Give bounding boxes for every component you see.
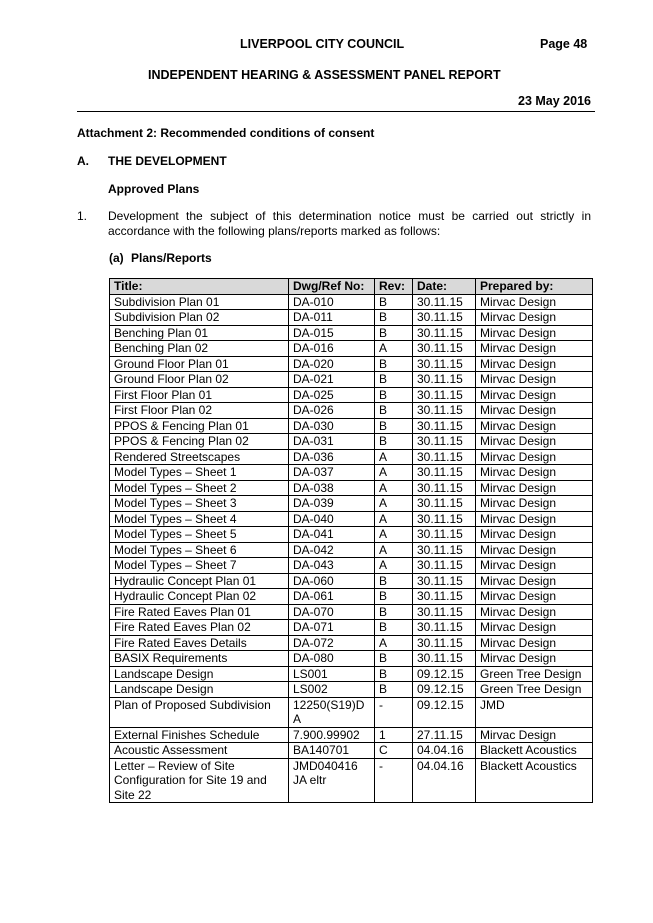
- cell-title: Model Types – Sheet 1: [110, 465, 289, 481]
- cell-ref: DA-020: [289, 356, 375, 372]
- cell-prepared-by: Mirvac Design: [476, 449, 593, 465]
- table-row: [110, 325, 593, 341]
- cell-title: Plan of Proposed Subdivision: [110, 697, 289, 727]
- cell-ref: DA-011: [289, 310, 375, 326]
- table-row: [110, 527, 593, 543]
- cell-ref: DA-026: [289, 403, 375, 419]
- cell-prepared-by: Mirvac Design: [476, 418, 593, 434]
- cell-rev: C: [375, 743, 413, 759]
- report-title: INDEPENDENT HEARING & ASSESSMENT PANEL REPORT: [148, 68, 501, 82]
- table-row: [110, 356, 593, 372]
- cell-rev: A: [375, 527, 413, 543]
- cell-rev: -: [375, 758, 413, 803]
- cell-rev: A: [375, 465, 413, 481]
- cell-prepared-by: Mirvac Design: [476, 589, 593, 605]
- cell-ref: DA-080: [289, 651, 375, 667]
- cell-rev: A: [375, 542, 413, 558]
- cell-rev: B: [375, 310, 413, 326]
- cell-date: 30.11.15: [413, 449, 476, 465]
- cell-title: Model Types – Sheet 4: [110, 511, 289, 527]
- table-row: [110, 743, 593, 759]
- cell-date: 30.11.15: [413, 480, 476, 496]
- col-header-title: Title:: [110, 279, 289, 295]
- cell-ref: DA-039: [289, 496, 375, 512]
- cell-ref: 7.900.99902: [289, 727, 375, 743]
- cell-date: 30.11.15: [413, 542, 476, 558]
- sub-item-label: (a): [109, 251, 124, 265]
- cell-prepared-by: Green Tree Design: [476, 666, 593, 682]
- cell-title: First Floor Plan 01: [110, 387, 289, 403]
- cell-ref: DA-061: [289, 589, 375, 605]
- cell-rev: A: [375, 511, 413, 527]
- cell-title: External Finishes Schedule: [110, 727, 289, 743]
- cell-rev: B: [375, 620, 413, 636]
- cell-prepared-by: Mirvac Design: [476, 573, 593, 589]
- cell-rev: B: [375, 604, 413, 620]
- cell-rev: B: [375, 589, 413, 605]
- cell-title: Ground Floor Plan 01: [110, 356, 289, 372]
- cell-title: Letter – Review of Site Configuration for Site 19 and Site 22: [110, 758, 289, 803]
- col-header-rev: Rev:: [375, 279, 413, 295]
- table-row: [110, 496, 593, 512]
- cell-date: 30.11.15: [413, 325, 476, 341]
- cell-rev: B: [375, 434, 413, 450]
- condition-text-line2: accordance with the following plans/reports marked as follows:: [108, 224, 441, 238]
- cell-prepared-by: Mirvac Design: [476, 651, 593, 667]
- cell-prepared-by: Mirvac Design: [476, 325, 593, 341]
- cell-title: Hydraulic Concept Plan 02: [110, 589, 289, 605]
- cell-prepared-by: Mirvac Design: [476, 558, 593, 574]
- cell-ref: JMD040416 JA eltr: [289, 758, 375, 803]
- cell-prepared-by: Mirvac Design: [476, 341, 593, 357]
- cell-date: 30.11.15: [413, 387, 476, 403]
- cell-date: 30.11.15: [413, 372, 476, 388]
- table-row: [110, 558, 593, 574]
- cell-date: 09.12.15: [413, 697, 476, 727]
- header-divider: [77, 111, 595, 112]
- cell-date: 30.11.15: [413, 651, 476, 667]
- cell-date: 30.11.15: [413, 294, 476, 310]
- cell-date: 04.04.16: [413, 758, 476, 803]
- cell-date: 30.11.15: [413, 527, 476, 543]
- cell-date: 30.11.15: [413, 589, 476, 605]
- table-row: [110, 310, 593, 326]
- cell-ref: DA-030: [289, 418, 375, 434]
- table-row: [110, 372, 593, 388]
- cell-rev: -: [375, 697, 413, 727]
- cell-ref: DA-037: [289, 465, 375, 481]
- table-row: [110, 604, 593, 620]
- cell-ref: LS002: [289, 682, 375, 698]
- cell-title: BASIX Requirements: [110, 651, 289, 667]
- cell-title: Landscape Design: [110, 682, 289, 698]
- cell-rev: B: [375, 387, 413, 403]
- table-row: [110, 511, 593, 527]
- cell-title: Subdivision Plan 01: [110, 294, 289, 310]
- cell-rev: A: [375, 341, 413, 357]
- table-row: [110, 387, 593, 403]
- cell-rev: A: [375, 635, 413, 651]
- cell-date: 09.12.15: [413, 666, 476, 682]
- cell-prepared-by: Mirvac Design: [476, 496, 593, 512]
- cell-ref: DA-070: [289, 604, 375, 620]
- cell-date: 30.11.15: [413, 434, 476, 450]
- table-row: [110, 573, 593, 589]
- cell-date: 30.11.15: [413, 341, 476, 357]
- cell-title: Rendered Streetscapes: [110, 449, 289, 465]
- cell-ref: DA-043: [289, 558, 375, 574]
- cell-ref: BA140701: [289, 743, 375, 759]
- cell-title: PPOS & Fencing Plan 01: [110, 418, 289, 434]
- cell-title: Subdivision Plan 02: [110, 310, 289, 326]
- cell-title: First Floor Plan 02: [110, 403, 289, 419]
- cell-prepared-by: Mirvac Design: [476, 372, 593, 388]
- table-row: [110, 758, 593, 803]
- cell-title: Benching Plan 01: [110, 325, 289, 341]
- cell-date: 30.11.15: [413, 496, 476, 512]
- cell-ref: LS001: [289, 666, 375, 682]
- cell-title: Model Types – Sheet 6: [110, 542, 289, 558]
- cell-ref: DA-010: [289, 294, 375, 310]
- cell-prepared-by: Mirvac Design: [476, 635, 593, 651]
- cell-prepared-by: Mirvac Design: [476, 434, 593, 450]
- col-header-prepared-by: Prepared by:: [476, 279, 593, 295]
- table-row: [110, 542, 593, 558]
- cell-prepared-by: Mirvac Design: [476, 387, 593, 403]
- cell-date: 04.04.16: [413, 743, 476, 759]
- cell-date: 30.11.15: [413, 620, 476, 636]
- cell-date: 30.11.15: [413, 403, 476, 419]
- cell-prepared-by: Mirvac Design: [476, 465, 593, 481]
- cell-date: 30.11.15: [413, 310, 476, 326]
- cell-title: Fire Rated Eaves Plan 02: [110, 620, 289, 636]
- page-number: Page 48: [540, 37, 588, 51]
- cell-ref: 12250(S19)D A: [289, 697, 375, 727]
- condition-number: 1.: [77, 209, 88, 223]
- cell-title: Model Types – Sheet 7: [110, 558, 289, 574]
- cell-date: 30.11.15: [413, 356, 476, 372]
- council-name: LIVERPOOL CITY COUNCIL: [240, 37, 405, 51]
- cell-prepared-by: Blackett Acoustics: [476, 743, 593, 759]
- cell-date: 30.11.15: [413, 635, 476, 651]
- subheading-approved-plans: Approved Plans: [108, 182, 200, 196]
- cell-date: 27.11.15: [413, 727, 476, 743]
- table-row: [110, 480, 593, 496]
- section-letter: A.: [77, 154, 89, 168]
- cell-title: Benching Plan 02: [110, 341, 289, 357]
- cell-title: Hydraulic Concept Plan 01: [110, 573, 289, 589]
- cell-date: 30.11.15: [413, 511, 476, 527]
- cell-title: Model Types – Sheet 2: [110, 480, 289, 496]
- table-row: [110, 651, 593, 667]
- cell-date: 30.11.15: [413, 465, 476, 481]
- cell-rev: B: [375, 418, 413, 434]
- table-row: [110, 697, 593, 727]
- cell-prepared-by: Mirvac Design: [476, 511, 593, 527]
- cell-rev: B: [375, 294, 413, 310]
- cell-prepared-by: Blackett Acoustics: [476, 758, 593, 803]
- cell-ref: DA-072: [289, 635, 375, 651]
- cell-date: 09.12.15: [413, 682, 476, 698]
- table-row: [110, 294, 593, 310]
- cell-rev: B: [375, 651, 413, 667]
- table-header-row: [110, 279, 593, 295]
- cell-date: 30.11.15: [413, 604, 476, 620]
- table-row: [110, 635, 593, 651]
- table-row: [110, 341, 593, 357]
- cell-date: 30.11.15: [413, 418, 476, 434]
- table-row: [110, 620, 593, 636]
- cell-rev: A: [375, 449, 413, 465]
- cell-ref: DA-071: [289, 620, 375, 636]
- cell-prepared-by: Mirvac Design: [476, 356, 593, 372]
- col-header-ref: Dwg/Ref No:: [289, 279, 375, 295]
- cell-rev: B: [375, 372, 413, 388]
- table-row: [110, 666, 593, 682]
- cell-ref: DA-036: [289, 449, 375, 465]
- cell-rev: B: [375, 403, 413, 419]
- table-row: [110, 465, 593, 481]
- plans-table: [109, 278, 593, 803]
- table-row: [110, 403, 593, 419]
- table-body: [110, 294, 593, 803]
- cell-prepared-by: Mirvac Design: [476, 620, 593, 636]
- cell-title: Landscape Design: [110, 666, 289, 682]
- cell-date: 30.11.15: [413, 558, 476, 574]
- cell-prepared-by: Mirvac Design: [476, 542, 593, 558]
- cell-rev: B: [375, 573, 413, 589]
- attachment-title: Attachment 2: Recommended conditions of consent: [77, 126, 375, 140]
- cell-prepared-by: Mirvac Design: [476, 310, 593, 326]
- cell-ref: DA-031: [289, 434, 375, 450]
- table-row: [110, 727, 593, 743]
- cell-prepared-by: Mirvac Design: [476, 294, 593, 310]
- cell-prepared-by: Mirvac Design: [476, 604, 593, 620]
- cell-prepared-by: Mirvac Design: [476, 480, 593, 496]
- table-row: [110, 449, 593, 465]
- cell-ref: DA-038: [289, 480, 375, 496]
- cell-ref: DA-060: [289, 573, 375, 589]
- cell-ref: DA-025: [289, 387, 375, 403]
- cell-ref: DA-042: [289, 542, 375, 558]
- cell-title: Ground Floor Plan 02: [110, 372, 289, 388]
- cell-ref: DA-041: [289, 527, 375, 543]
- cell-ref: DA-040: [289, 511, 375, 527]
- cell-ref: DA-021: [289, 372, 375, 388]
- cell-prepared-by: JMD: [476, 697, 593, 727]
- cell-rev: A: [375, 480, 413, 496]
- cell-ref: DA-015: [289, 325, 375, 341]
- cell-rev: B: [375, 325, 413, 341]
- condition-text-line1: Development the subject of this determination notice must be carried out strictly in: [108, 209, 591, 223]
- cell-title: Model Types – Sheet 5: [110, 527, 289, 543]
- cell-rev: 1: [375, 727, 413, 743]
- cell-rev: B: [375, 666, 413, 682]
- cell-rev: A: [375, 558, 413, 574]
- cell-ref: DA-016: [289, 341, 375, 357]
- cell-title: PPOS & Fencing Plan 02: [110, 434, 289, 450]
- table-row: [110, 589, 593, 605]
- col-header-date: Date:: [413, 279, 476, 295]
- cell-title: Fire Rated Eaves Plan 01: [110, 604, 289, 620]
- cell-date: 30.11.15: [413, 573, 476, 589]
- cell-prepared-by: Mirvac Design: [476, 403, 593, 419]
- cell-title: Acoustic Assessment: [110, 743, 289, 759]
- cell-title: Fire Rated Eaves Details: [110, 635, 289, 651]
- table-row: [110, 418, 593, 434]
- cell-rev: B: [375, 356, 413, 372]
- sub-item-title: Plans/Reports: [131, 251, 212, 265]
- cell-title: Model Types – Sheet 3: [110, 496, 289, 512]
- cell-rev: B: [375, 682, 413, 698]
- cell-prepared-by: Mirvac Design: [476, 727, 593, 743]
- table-row: [110, 682, 593, 698]
- cell-prepared-by: Green Tree Design: [476, 682, 593, 698]
- table-row: [110, 434, 593, 450]
- section-title: THE DEVELOPMENT: [108, 154, 227, 168]
- report-date: 23 May 2016: [518, 94, 591, 108]
- cell-rev: A: [375, 496, 413, 512]
- cell-prepared-by: Mirvac Design: [476, 527, 593, 543]
